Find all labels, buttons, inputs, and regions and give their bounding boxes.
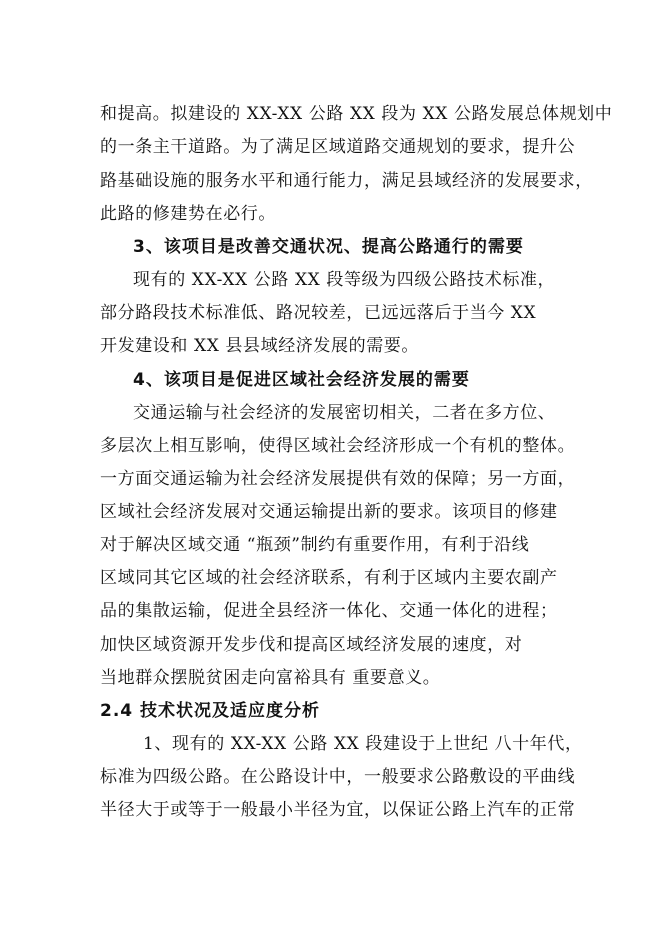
paragraph-line: 标准为四级公路。在公路设计中，一般要求公路敷设的平曲线 <box>100 767 576 787</box>
paragraph-line: 的一条主干道路。为了满足区域道路交通规划的要求，提升公 <box>100 137 576 157</box>
paragraph-line: 当地群众摆脱贫困走向富裕具有 重要意义。 <box>100 668 441 688</box>
paragraph-line: 路基础设施的服务水平和通行能力，满足县域经济的发展要求， <box>100 171 593 191</box>
paragraph-line: 1、现有的 XX-XX 公路 XX 段建设于上世纪 八十年代， <box>143 734 583 754</box>
paragraph-line: 一方面交通运输为社会经济发展提供有效的保障；另一方面， <box>100 469 576 489</box>
paragraph-line: 多层次上相互影响，使得区域社会经济形成一个有机的整体。 <box>100 436 576 456</box>
paragraph-line: 和提高。拟建设的 XX-XX 公路 XX 段为 XX 公路发展总体规划中 <box>100 104 613 124</box>
section-heading-4: 4、该项目是促进区域社会经济发展的需要 <box>133 370 470 390</box>
paragraph-line: 开发建设和 XX 县县域经济发展的需要。 <box>100 336 420 356</box>
paragraph-line: 品的集散运输，促进全县经济一体化、交通一体化的进程； <box>100 601 558 621</box>
paragraph-line: 区域社会经济发展对交通运输提出新的要求。该项目的修建 <box>100 502 558 522</box>
paragraph-line: 部分路段技术标准低、路况较差，已远远落后于当今 XX <box>100 303 537 323</box>
paragraph-line: 加快区域资源开发步伐和提高区域经济发展的速度，对 <box>100 635 523 655</box>
paragraph-line: 半径大于或等于一般最小半径为宜，以保证公路上汽车的正常 <box>100 800 576 820</box>
paragraph-line: 对于解决区域交通 “瓶颈”制约有重要作用，有利于沿线 <box>100 535 530 555</box>
paragraph-line: 此路的修建势在必行。 <box>100 204 276 224</box>
section-heading-2-4: 2.4 技术状况及适应度分析 <box>100 701 321 721</box>
paragraph-line: 现有的 XX-XX 公路 XX 段等级为四级公路技术标准， <box>133 270 556 290</box>
paragraph-line: 交通运输与社会经济的发展密切相关，二者在多方位、 <box>133 403 556 423</box>
section-heading-3: 3、该项目是改善交通状况、提高公路通行的需要 <box>133 237 524 257</box>
paragraph-line: 区域同其它区域的社会经济联系，有利于区域内主要农副产 <box>100 568 558 588</box>
